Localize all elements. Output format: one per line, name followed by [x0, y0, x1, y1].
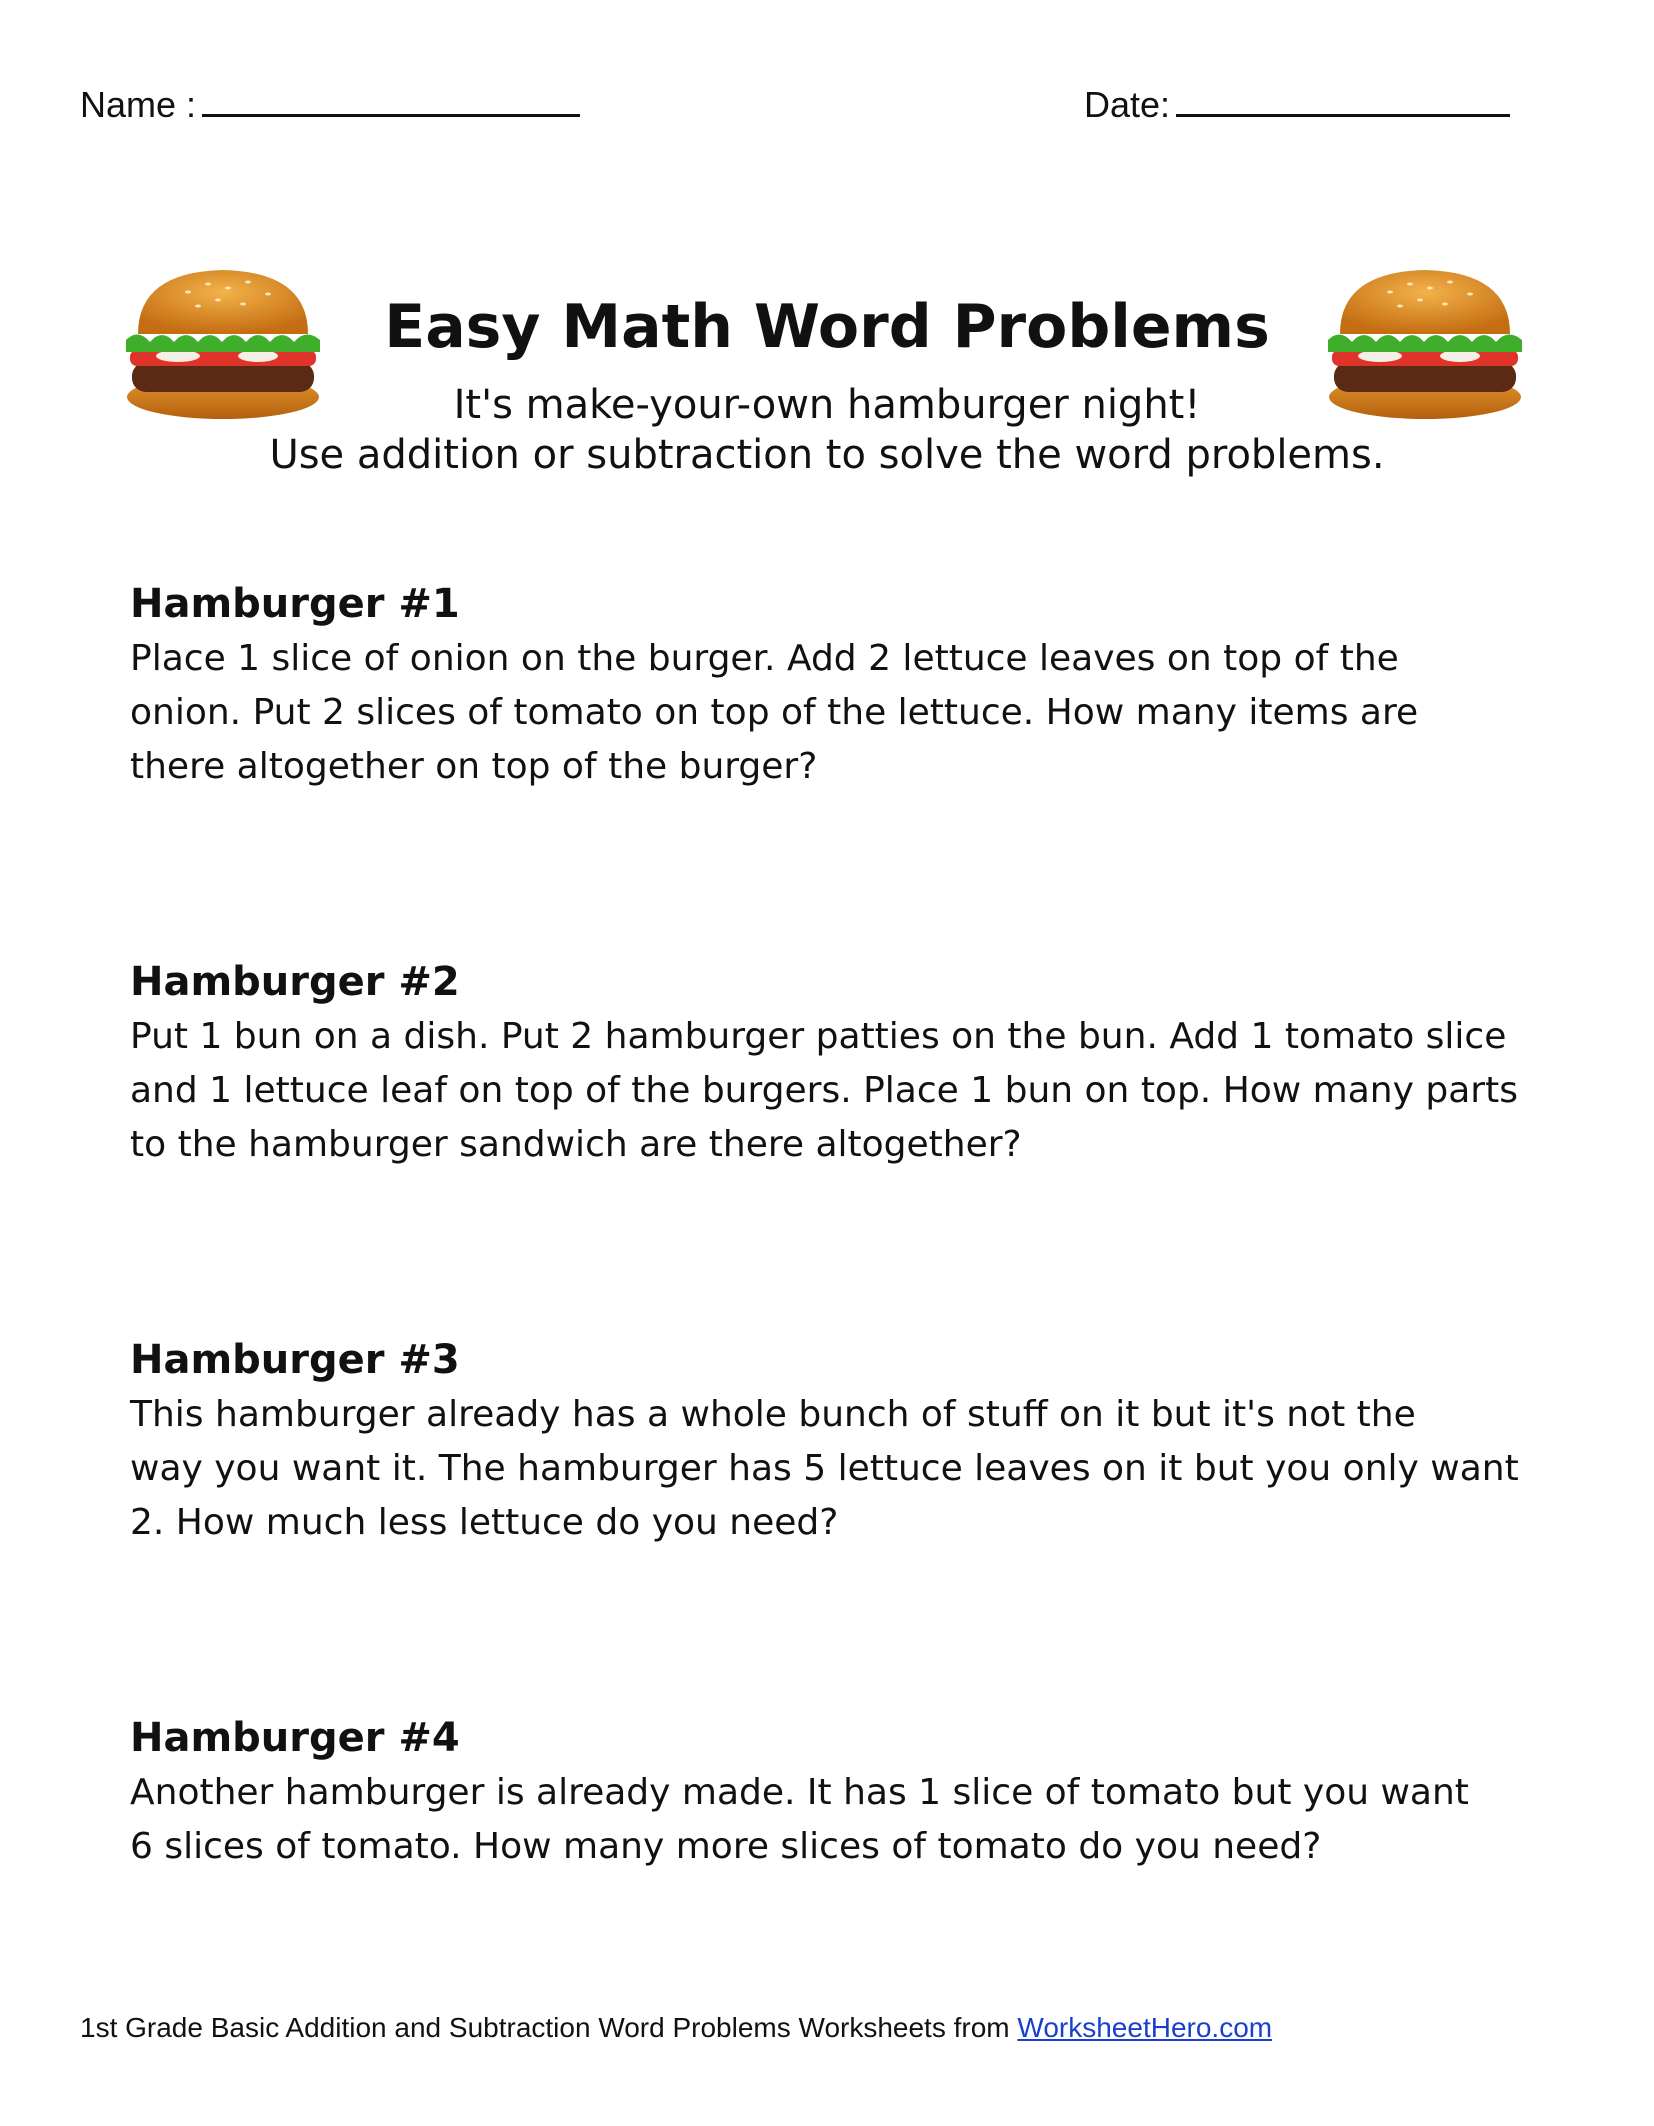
problem-3-line-2: way you want it. The hamburger has 5 lettuce leaves on it but you only want — [130, 1448, 1519, 1489]
footer-text: 1st Grade Basic Addition and Subtraction Word Problems Worksheets from — [80, 2012, 1018, 2043]
problem-3 — [130, 1334, 1530, 1550]
name-blank-line[interactable] — [202, 80, 580, 117]
page-title: Easy Math Word Problems — [384, 292, 1270, 362]
problem-2-text — [130, 1010, 1530, 1172]
problem-2-heading: Hamburger #2 — [130, 959, 460, 1005]
subtitle-line-2: Use addition or subtraction to solve the word problems. — [269, 432, 1385, 478]
problem-2 — [130, 956, 1530, 1172]
subtitle-line-1: It's make-your-own hamburger night! — [453, 382, 1201, 428]
problem-2-line-3: to the hamburger sandwich are there altogether? — [130, 1124, 1022, 1165]
problem-4-heading: Hamburger #4 — [130, 1715, 460, 1761]
problem-1-text — [130, 632, 1530, 794]
problem-3-line-1: This hamburger already has a whole bunch of stuff on it but it's not the — [130, 1394, 1416, 1435]
problem-2-line-1: Put 1 bun on a dish. Put 2 hamburger patties on the bun. Add 1 tomato slice — [130, 1016, 1507, 1057]
date-field[interactable] — [1084, 80, 1510, 126]
problem-4-line-1: Another hamburger is already made. It has 1 slice of tomato but you want — [130, 1772, 1469, 1813]
problem-1-line-2: onion. Put 2 slices of tomato on top of the lettuce. How many items are — [130, 692, 1419, 733]
problem-4-line-2: 6 slices of tomato. How many more slices of tomato do you need? — [130, 1826, 1322, 1867]
date-label: Date: — [1084, 84, 1171, 125]
problem-3-text — [130, 1388, 1530, 1550]
name-label: Name : — [80, 84, 197, 125]
problem-3-line-3: 2. How much less lettuce do you need? — [130, 1502, 839, 1543]
problem-1-line-3: there altogether on top of the burger? — [130, 746, 818, 787]
problem-3-heading: Hamburger #3 — [130, 1337, 460, 1383]
problem-4-text — [130, 1766, 1530, 1874]
name-field[interactable] — [80, 80, 580, 126]
problem-2-line-2: and 1 lettuce leaf on top of the burgers. Place 1 bun on top. How many parts — [130, 1070, 1518, 1111]
problem-1-line-1: Place 1 slice of onion on the burger. Add 2 lettuce leaves on top of the — [130, 638, 1399, 679]
date-blank-line[interactable] — [1176, 80, 1510, 117]
problem-1 — [130, 578, 1530, 794]
footer — [80, 2012, 1272, 2044]
footer-link[interactable]: WorksheetHero.com — [1017, 2012, 1273, 2043]
problem-1-heading: Hamburger #1 — [130, 581, 460, 627]
problem-4 — [130, 1712, 1530, 1874]
